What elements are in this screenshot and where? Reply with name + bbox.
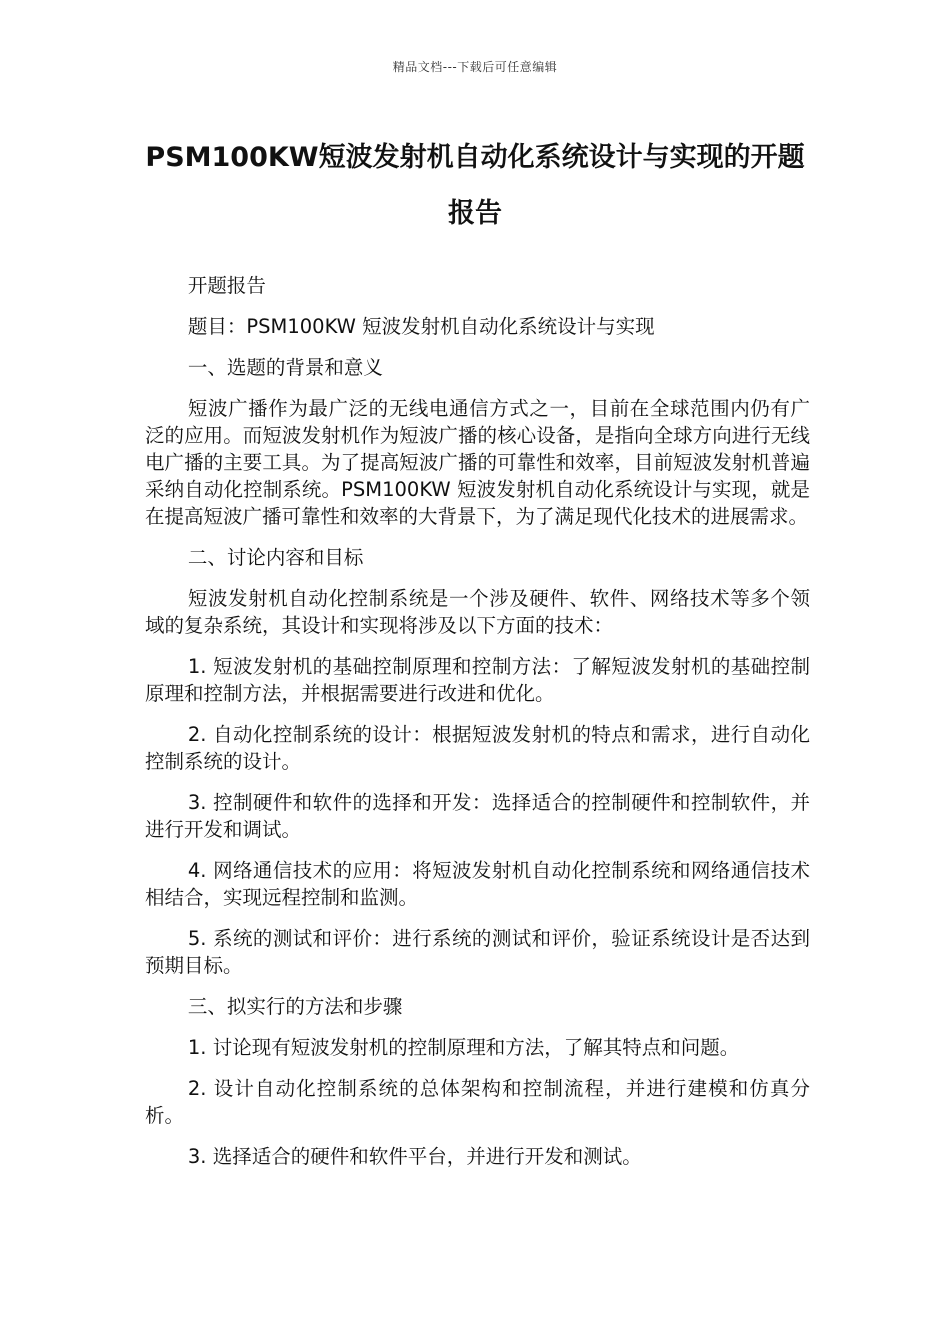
list-item-method-2: 2. 设计自动化控制系统的总体架构和控制流程，并进行建模和仿真分析。 [145,1077,810,1127]
list-item-method-1: 1. 讨论现有短波发射机的控制原理和方法，了解其特点和问题。 [187,1036,740,1059]
document-body [145,272,810,1184]
paragraph-content-intro: 短波发射机自动化控制系统是一个涉及硬件、软件、网络技术等多个领域的复杂系统，其设计和实现将涉及以下方面的技术： [145,587,810,637]
list-item-content-4: 4. 网络通信技术的应用：将短波发射机自动化控制系统和网络通信技术相结合，实现远程控制和监测。 [145,859,810,909]
list-item-content-2: 2. 自动化控制系统的设计：根据短波发射机的特点和需求，进行自动化控制系统的设计。 [145,723,810,773]
section-heading-methods: 三、拟实行的方法和步骤 [187,995,403,1018]
list-item-content-5: 5. 系统的测试和评价：进行系统的测试和评价，验证系统设计是否达到预期目标。 [145,927,810,977]
list-item-content-3: 3. 控制硬件和软件的选择和开发：选择适合的控制硬件和控制软件，并进行开发和调试。 [145,791,810,841]
section-heading-background: 一、选题的背景和意义 [187,356,383,379]
paragraph-topic: 题目：PSM100KW 短波发射机自动化系统设计与实现 [187,315,655,338]
paragraph-background: 短波广播作为最广泛的无线电通信方式之一，目前在全球范围内仍有广泛的应用。而短波发射机作为短波广播的核心设备，是指向全球方向进行无线电广播的主要工具。为了提高短波广播的可靠性和效率，目前短波发射机普遍采纳自动化控制系统。PSM100KW 短波发射机自动化系统设计与实现，就是在提高短波广播可靠性和效率的大背景下，为了满足现代化技术的进展需求。 [145,397,810,528]
paragraph-report-label: 开题报告 [187,274,266,297]
section-heading-content-goals: 二、讨论内容和目标 [187,546,364,569]
list-item-content-1: 1. 短波发射机的基础控制原理和控制方法：了解短波发射机的基础控制原理和控制方法，并根据需要进行改进和优化。 [145,655,810,705]
header-note: 精品文档---下载后可任意编辑 [392,60,558,74]
document-title: PSM100KW短波发射机自动化系统设计与实现的开题报告 [145,142,805,229]
list-item-method-3: 3. 选择适合的硬件和软件平台，并进行开发和测试。 [187,1145,642,1168]
